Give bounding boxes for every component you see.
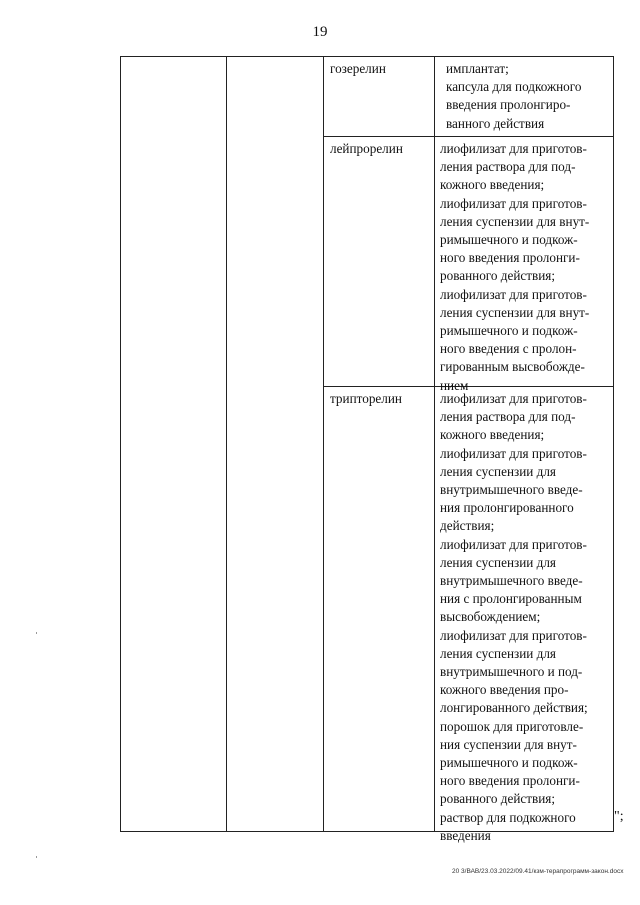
table-border-left: [120, 56, 121, 832]
dosage-forms: имплантат; капсула для подкожного введения пролонгиро- ванного действия: [446, 61, 582, 131]
drug-name: лейпрорелин: [330, 141, 403, 156]
footer-note: 20 3/ВАВ/23.03.2022/09.41/кзм-терапрограмм-закон.docx: [452, 868, 624, 875]
drug-name: трипторелин: [330, 391, 402, 406]
closing-quote: ";: [614, 809, 624, 824]
column-divider: [226, 56, 227, 832]
dosage-forms: лиофилизат для приготов- ления раствора для под- кожного введения; лиофилизат для приготов- ления суспензии для внут- римышечного и подкож- ного введения пролонги- рованного действия; лиофилизат для приготов- ления суспензии для внут- римышечного и подкож- ного введения с пролон- гированным высвобожде- нием: [440, 141, 590, 393]
table-border-top: [120, 56, 614, 57]
dosage-forms: лиофилизат для приготов- ления раствора для под- кожного введения; лиофилизат для приготов- ления суспензии для внутримышечного введе- ния пролонгированного действия; лиофилизат для приготов- ления суспензии для внутримышечного введе- ния с пролонгированным высвобождением; лиофилизат для приготов- ления суспензии для внутримышечного и под- кожного введения про- лонгированного действия; порошок для приготовле- ния суспензии для внут- римышечного и подкож- ного введения пролонги- рованного действия; раствор для подкожного введения: [440, 391, 588, 843]
page-number: 19: [312, 24, 328, 40]
table-border-right: [613, 56, 614, 832]
row-divider: [323, 136, 614, 137]
scan-mark: [36, 856, 37, 858]
drug-name: гозерелин: [330, 61, 386, 76]
scan-mark: [36, 632, 37, 634]
column-divider: [434, 56, 435, 832]
column-divider: [323, 56, 324, 832]
